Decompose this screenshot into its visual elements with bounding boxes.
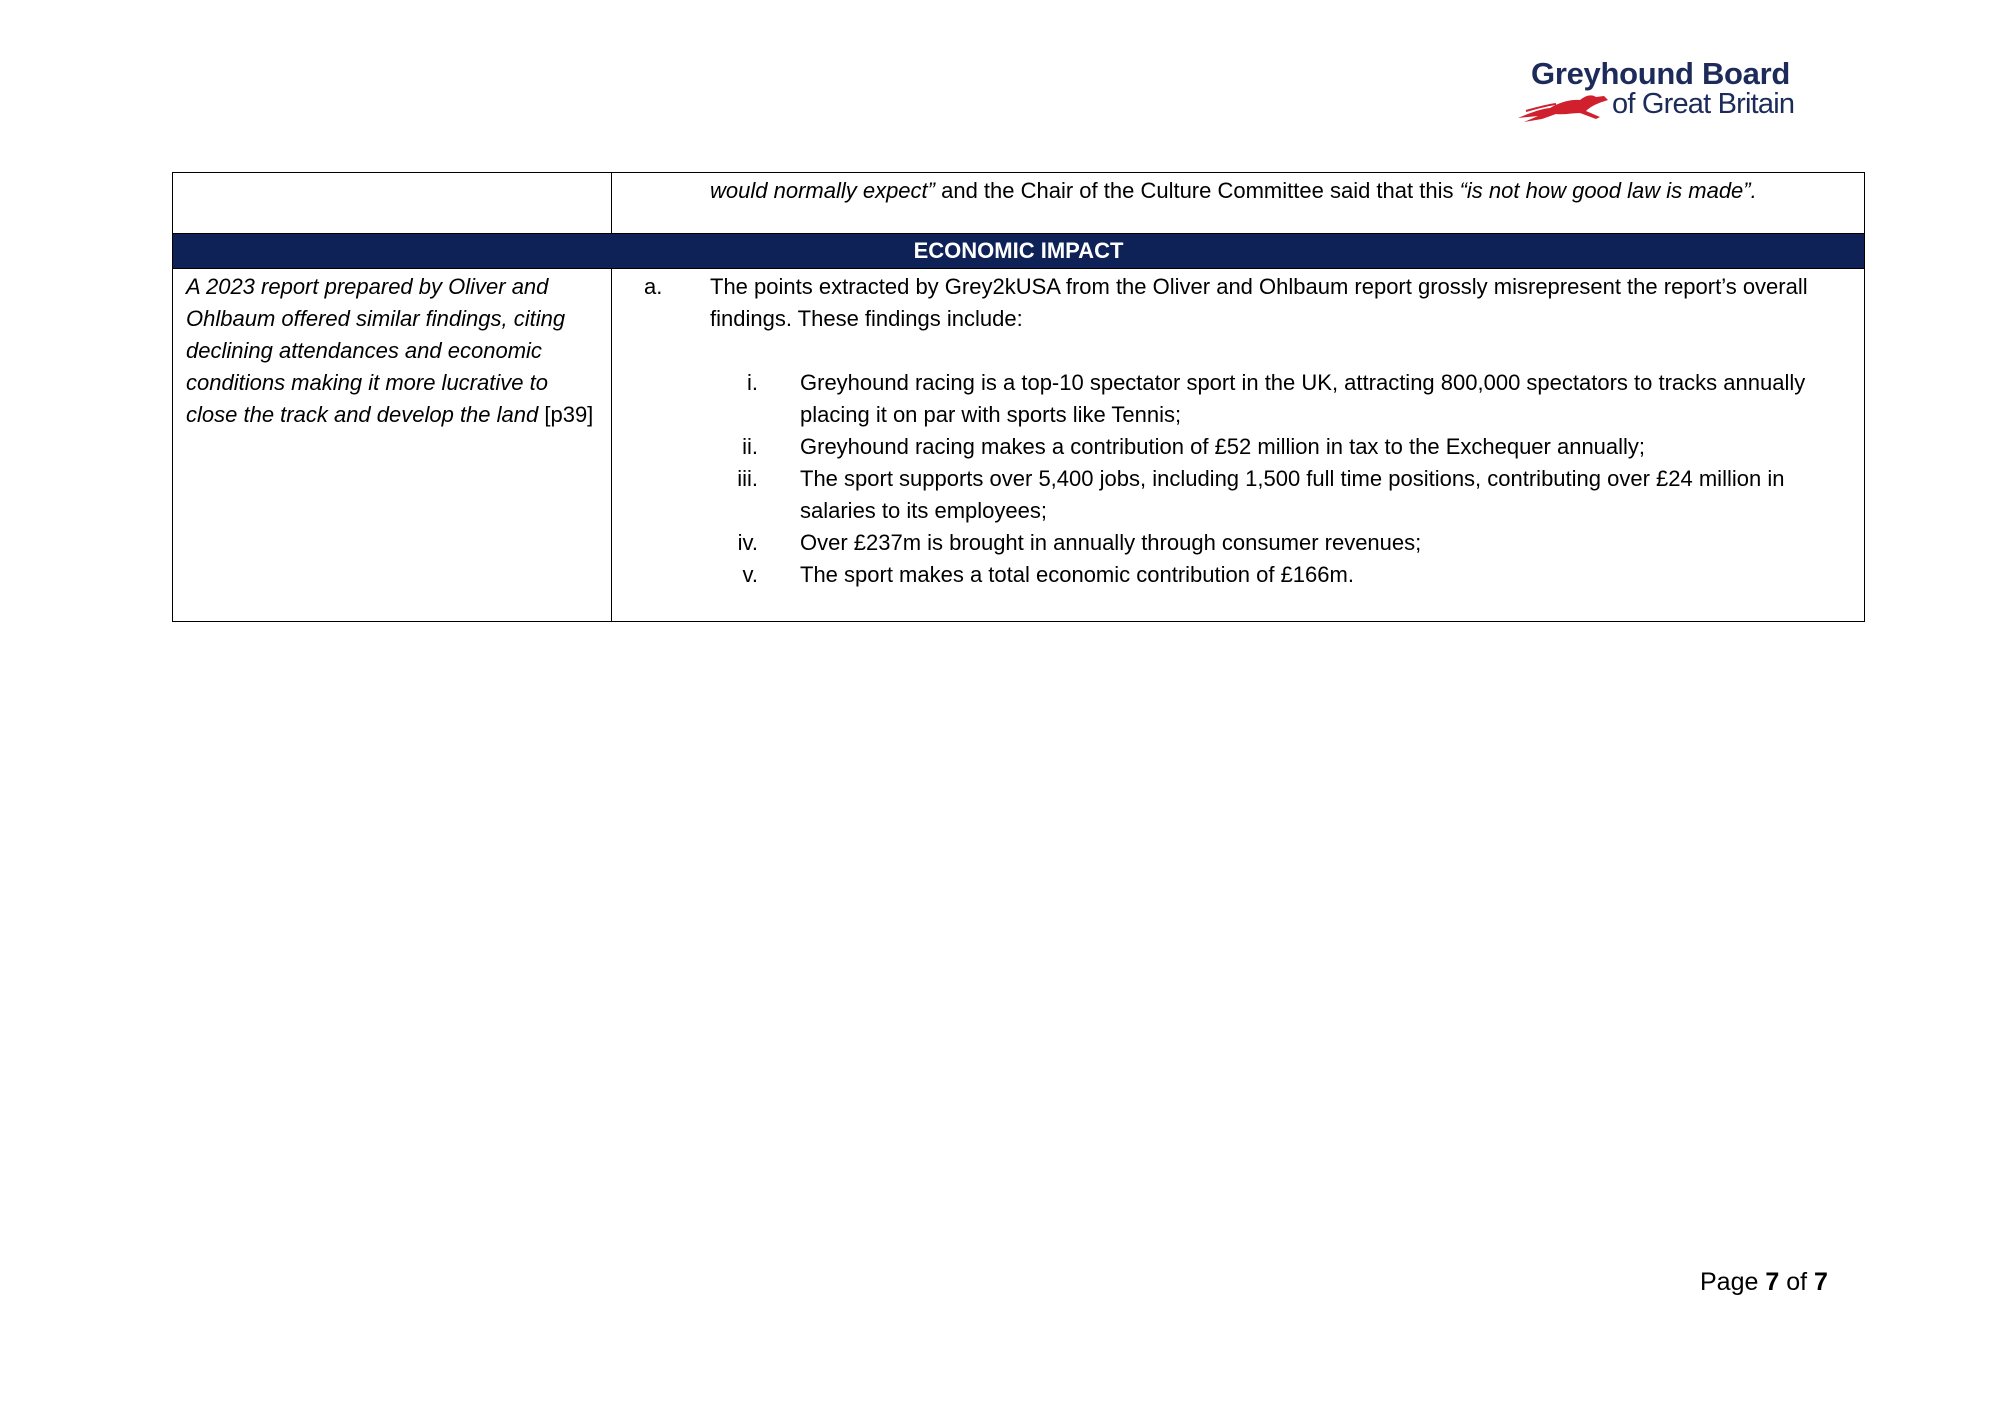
section-title: ECONOMIC IMPACT (173, 234, 1865, 269)
total-pages: 7 (1814, 1268, 1828, 1296)
page-label: Page (1700, 1268, 1766, 1296)
list-item (622, 527, 1844, 559)
list-item (622, 463, 1844, 527)
item-marker: a. (644, 274, 663, 299)
quote-normally-expect: would normally expect” (710, 178, 935, 203)
list-item-number: iii. (737, 466, 758, 491)
claim-cell (173, 269, 612, 622)
list-item-number: v. (742, 562, 758, 587)
list-item-text: Over £237m is brought in annually through consumer revenues; (800, 530, 1422, 555)
list-item-text: The sport makes a total economic contribution of £166m. (800, 562, 1354, 587)
list-item-number: ii. (742, 434, 758, 459)
continuation-row (173, 173, 1865, 234)
list-item-number: i. (747, 370, 758, 395)
list-item-text: Greyhound racing is a top-10 spectator sport in the UK, attracting 800,000 spectators to tracks annually placing it on par with sports like Tennis; (800, 370, 1806, 427)
greyhound-icon (1516, 91, 1610, 123)
current-page: 7 (1765, 1268, 1780, 1296)
response-item-a (622, 271, 1844, 335)
logo-title: Greyhound Board (1531, 56, 1791, 91)
continuation-cell (612, 173, 1865, 234)
logo-subtitle: of Great Britain (1612, 88, 1795, 120)
page-number (1700, 1268, 1828, 1297)
claim-text (173, 269, 611, 451)
list-item (622, 431, 1844, 463)
response-text: The points extracted by Grey2kUSA from the Oliver and Ohlbaum report grossly misrepresent the report’s overall findings. These findings include: (710, 274, 1808, 331)
claim-italic: A 2023 report prepared by Oliver and Ohlbaum offered similar findings, citing declining attendances and economic conditions making it more lucrative to close the track and develop the land (186, 274, 566, 427)
continuation-text (612, 173, 1864, 233)
list-item (622, 559, 1844, 591)
empty-claim-cell (173, 173, 612, 234)
response-cell (612, 269, 1865, 622)
of-label: of (1779, 1268, 1814, 1296)
list-item-text: Greyhound racing makes a contribution of £52 million in tax to the Exchequer annually; (800, 434, 1646, 459)
section-header-row (173, 234, 1865, 269)
quote-good-law: “is not how good law is made”. (1459, 178, 1757, 203)
continuation-middle: and the Chair of the Culture Committee said that this (934, 178, 1460, 203)
list-item-text: The sport supports over 5,400 jobs, including 1,500 full time positions, contributing over £24 million in salaries to its employees; (800, 466, 1785, 523)
response-table (172, 172, 1865, 622)
gbgb-logo (1516, 56, 1826, 126)
findings-list (622, 367, 1844, 591)
list-item (622, 367, 1844, 431)
economic-impact-row (173, 269, 1865, 622)
list-item-number: iv. (737, 530, 758, 555)
claim-reference: [p39] (538, 402, 594, 427)
